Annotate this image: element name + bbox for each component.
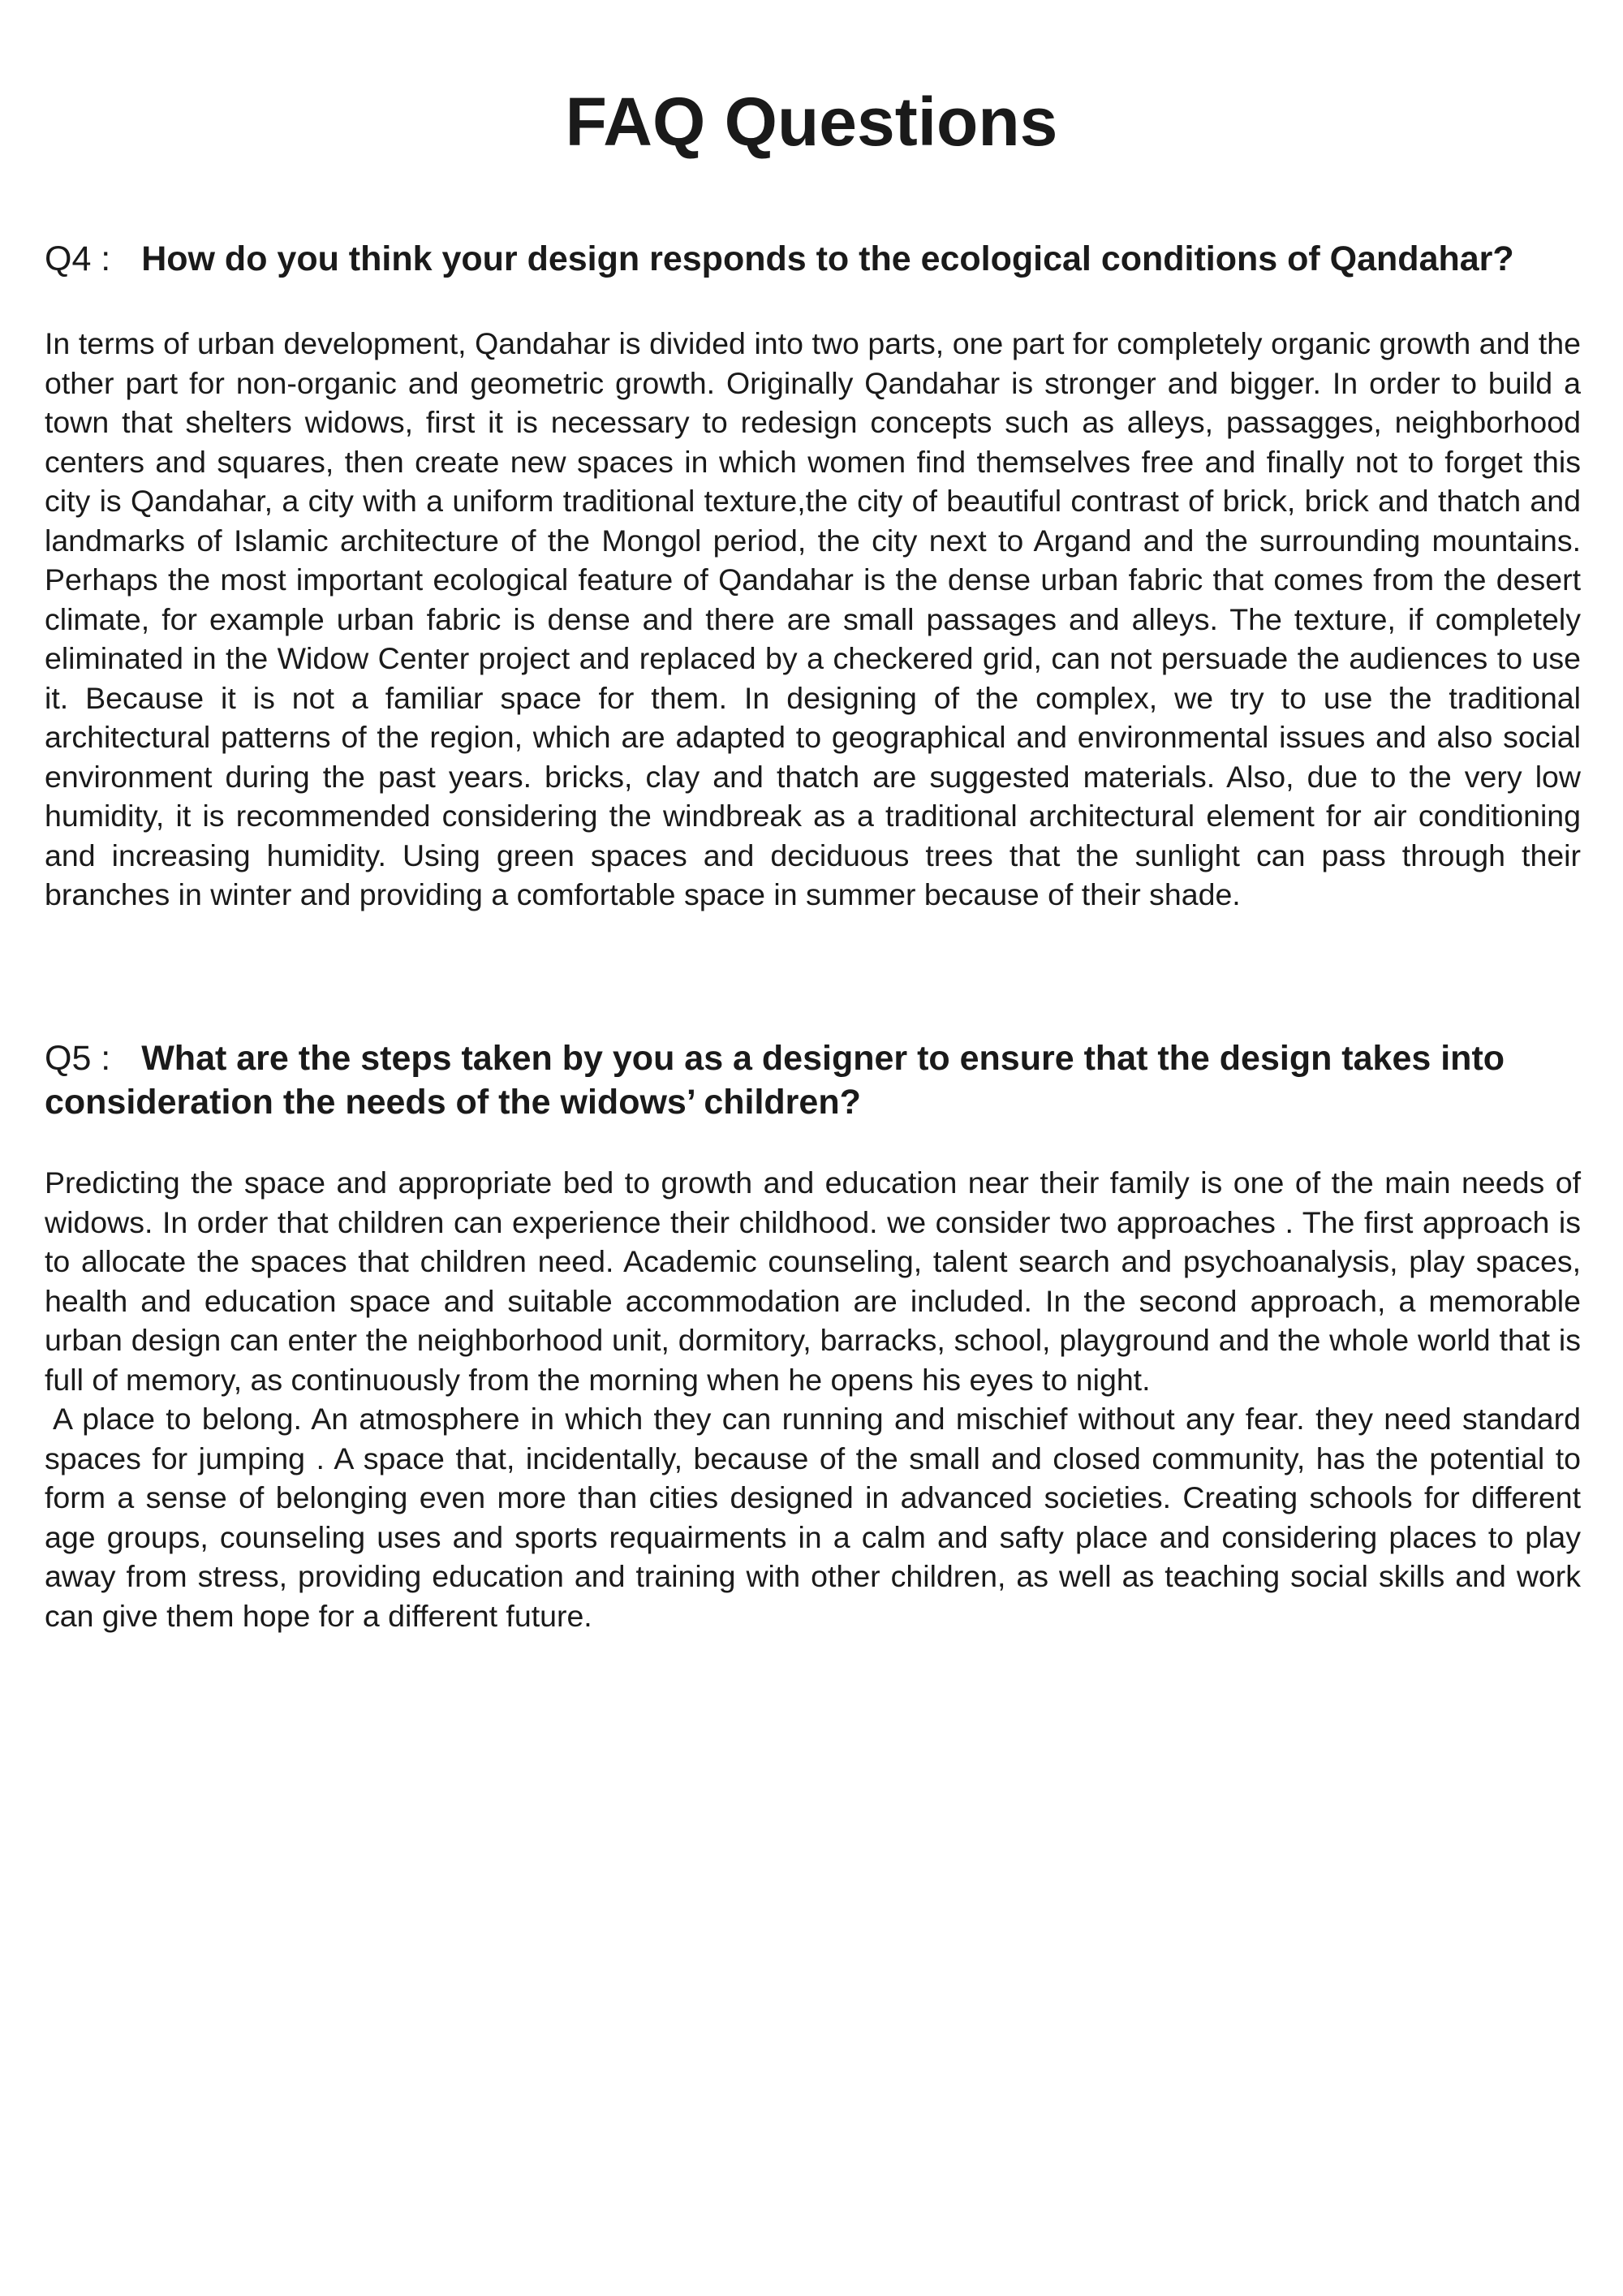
- answer-paragraph-text: A place to belong. An atmosphere in which they can running and mischief without any fear. they need standard spaces for jumping . A space that, incidentally, because of the small and closed community, has the potential to form a sense of belonging even more than cities designed in advanced societies. Creating schools for different age groups, counseling uses and sports requairments in a calm and safty place and considering places to play away from stress, providing education and training with other children, as well as teaching social skills and work can give them hope for a different future.: [45, 1402, 1581, 1633]
- faq-answer-q5: [45, 1163, 1581, 1635]
- page-title: FAQ Questions: [565, 84, 1058, 160]
- answer-paragraph: [45, 1399, 1581, 1635]
- faq-answer-q4: [45, 324, 1581, 915]
- question-text: What are the steps taken by you as a designer to ensure that the design takes into consideration the needs of the widows’ children?: [45, 1039, 1505, 1122]
- question-text: How do you think your design responds to the ecological conditions of Qandahar?: [141, 239, 1514, 278]
- answer-paragraph: In terms of urban development, Qandahar is divided into two parts, one part for completely organic growth and the other part for non-organic and geometric growth. Originally Qandahar is stronger and bigger. In order to build a town that shelters widows, first it is necessary to redesign concepts such as alleys, passagges, neighborhood centers and squares, then create new spaces in which women find themselves free and finally not to forget this city is Qandahar, a city with a uniform traditional texture,the city of beautiful contrast of brick, brick and thatch and landmarks of Islamic architecture of the Mongol period, the city next to Argand and the surrounding mountains. Perhaps the most important ecological feature of Qandahar is the dense urban fabric that comes from the desert climate, for example urban fabric is dense and there are small passages and alleys. The texture, if completely eliminated in the Widow Center project and replaced by a checkered grid, can not persuade the audiences to use it. Because it is not a familiar space for them. In designing of the complex, we try to use the traditional architectural patterns of the region, which are adapted to geographical and environmental issues and also social environment during the past years. bricks, clay and thatch are suggested materials. Also, due to the very low humidity, it is recommended considering the windbreak as a traditional architectural element for air conditioning and increasing humidity. Using green spaces and deciduous trees that the sunlight can pass through their branches in winter and providing a comfortable space in summer because of their shade.: [45, 326, 1581, 911]
- question-number: Q5 :: [45, 1039, 111, 1078]
- question-number: Q4 :: [45, 239, 111, 278]
- faq-question-q4: [45, 237, 1582, 281]
- answer-paragraph: Predicting the space and appropriate bed to growth and education near their family is one of the main needs of widows. In order that children can experience their childhood. we consider two approaches . The first approach is to allocate the spaces that children need. Academic counseling, talent search and psychoanalysis, play spaces, health and education space and suitable accommodation are included. In the second approach, a memorable urban design can enter the neighborhood unit, dormitory, barracks, school, playground and the whole world that is full of memory, as continuously from the morning when he opens his eyes to night.: [45, 1165, 1581, 1397]
- faq-question-q5: [45, 1036, 1582, 1124]
